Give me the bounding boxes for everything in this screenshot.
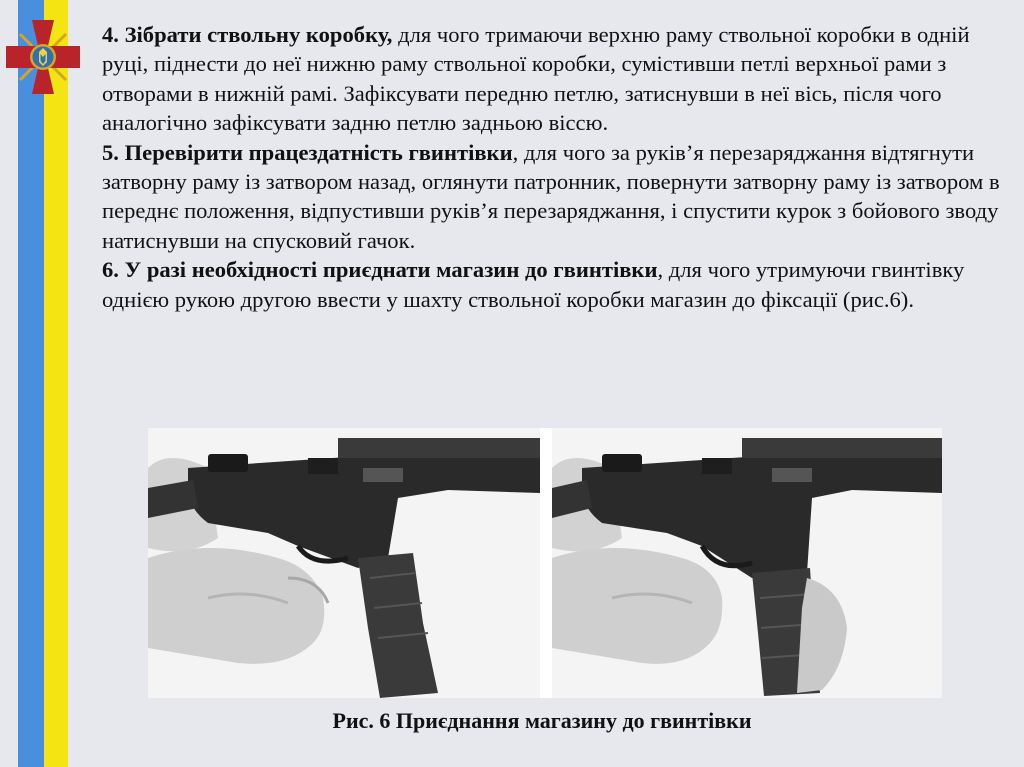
instructions-text — [102, 20, 1007, 314]
photo-magazine-insertion-step-1 — [148, 428, 540, 698]
armed-forces-emblem-icon — [2, 16, 84, 98]
step-5-paragraph — [102, 138, 1007, 256]
step-6-body: , для чого утримуючи гвинтівку однією рукою другою ввести у шахту ствольної коробки магазин до фіксації (рис.6). — [102, 257, 965, 312]
step-4-paragraph — [102, 20, 1007, 138]
figure-caption — [0, 708, 1024, 734]
flag-stripe-blue — [18, 0, 44, 767]
step-4-title: 4. Зібрати ствольну коробку, — [102, 22, 393, 47]
flag-stripe-yellow — [44, 0, 68, 767]
step-5-title: 5. Перевірити працездатність гвинтівки — [102, 139, 513, 165]
step-4-body: для чого тримаючи верхню раму ствольної коробки в одній руці, піднести до неї нижню раму ствольної коробки, сумістивши петлі верхньої рами з отворами в нижній рамі. Зафіксувати передню петлю, затиснувши в неї вісь, після чого аналогічно зафіксувати задню петлю задньою віссю. — [102, 22, 970, 136]
step-6-paragraph — [102, 255, 1007, 314]
figure-caption-text: Рис. 6 Приєднання магазину до гвинтівки — [332, 708, 752, 733]
figure-photos — [148, 428, 942, 698]
step-5-body: , для чого за руків’я перезаряджання відтягнути затворну раму із затвором назад, оглянути патронник, повернути затворну раму із затвором в переднє положення, відпустивши руків’я перезаряджання, і спустити курок з бойового зводу натиснувши на спусковий гачок. — [102, 139, 1000, 253]
photo-magazine-insertion-step-2 — [552, 428, 942, 698]
step-6-title: 6. У разі необхідності приєднати магазин до гвинтівки — [102, 257, 658, 283]
